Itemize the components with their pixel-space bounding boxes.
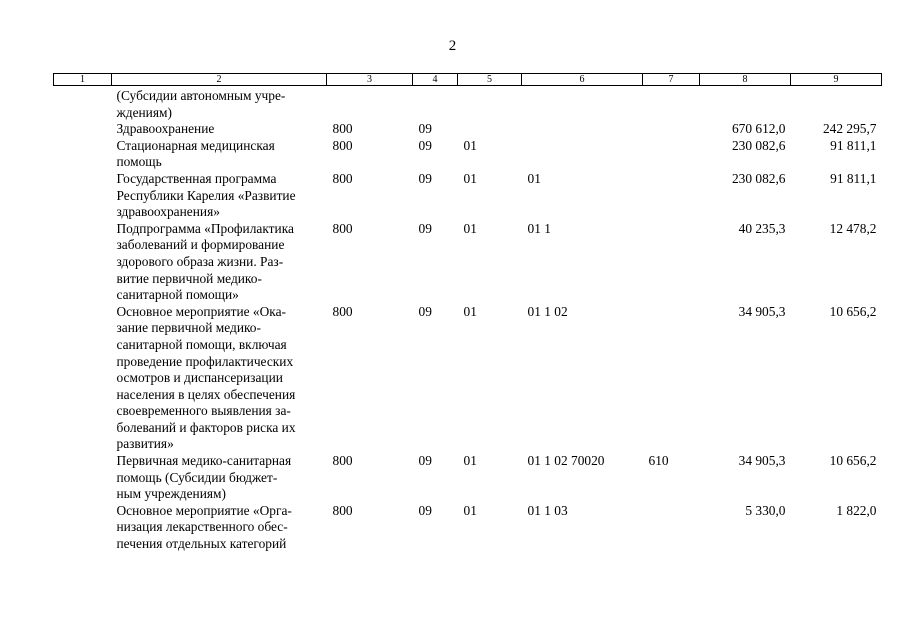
target-article-cell: 01 1 02: [527, 303, 568, 319]
target-article-cell: [522, 121, 643, 138]
subsection-cell: 01: [463, 453, 477, 469]
amount-cell: [700, 86, 791, 122]
row-number-cell: [54, 221, 112, 304]
amount-cell: 12 478,2: [829, 220, 877, 236]
column-header: 6: [522, 74, 643, 86]
target-article-cell: 01: [527, 170, 541, 186]
item-name-cell: Здравоохранение: [116, 121, 215, 137]
table-row: [54, 86, 882, 122]
amount-cell: 10 656,2: [829, 453, 877, 469]
code-cell: 800: [332, 220, 353, 236]
code-cell: 800: [332, 121, 353, 137]
column-header: 1: [54, 74, 112, 86]
amount-cell: 40 235,3: [738, 220, 786, 236]
table-row: [54, 138, 882, 171]
page-number: 2: [448, 38, 457, 54]
target-article-cell: [522, 138, 643, 171]
row-number-cell: [54, 304, 112, 453]
amount-cell: 91 811,1: [830, 170, 877, 186]
expense-type-cell: 610: [648, 453, 669, 469]
subsection-cell: 01: [463, 220, 477, 236]
expense-type-cell: [643, 221, 700, 304]
amount-cell: [791, 86, 882, 122]
table-body: [54, 86, 882, 553]
table-row: [54, 304, 882, 453]
code-cell: 800: [332, 303, 353, 319]
table-row: [54, 503, 882, 553]
amount-cell: 34 905,3: [738, 453, 786, 469]
section-cell: 09: [418, 220, 432, 236]
subsection-cell: 01: [463, 303, 477, 319]
target-article-cell: 01 1 03: [527, 502, 568, 518]
item-name-cell: (Субсидии автономным учре- ждениям): [116, 88, 286, 120]
item-name-cell: Подпрограмма «Профилактика заболеваний и формирование здорового образа жизни. Раз- витие первичной медико- санитарной помощи»: [116, 220, 294, 303]
expense-type-cell: [643, 121, 700, 138]
subsection-cell: [458, 86, 522, 122]
expense-type-cell: [643, 304, 700, 453]
amount-cell: 5 330,0: [745, 502, 786, 518]
code-cell: 800: [332, 170, 353, 186]
amount-cell: 34 905,3: [738, 303, 786, 319]
subsection-cell: 01: [463, 502, 477, 518]
row-number-cell: [54, 171, 112, 221]
table-row: [54, 171, 882, 221]
column-header: 3: [327, 74, 413, 86]
column-header: 7: [643, 74, 700, 86]
expense-type-cell: [643, 138, 700, 171]
section-cell: 09: [418, 502, 432, 518]
budget-table: [53, 73, 882, 553]
subsection-cell: 01: [463, 137, 477, 153]
code-cell: [327, 86, 413, 122]
item-name-cell: Основное мероприятие «Ока- зание первичной медико- санитарной помощи, включая проведение профилактических осмотров и диспансеризации населения в целях обеспечения своевременного выявления за- болеваний и факторов риска их развития»: [116, 303, 296, 452]
amount-cell: 242 295,7: [822, 121, 877, 137]
expense-type-cell: [643, 503, 700, 553]
amount-cell: 10 656,2: [829, 303, 877, 319]
code-cell: 800: [332, 453, 353, 469]
amount-cell: 91 811,1: [830, 137, 877, 153]
section-cell: 09: [418, 170, 432, 186]
column-header: 4: [413, 74, 458, 86]
item-name-cell: Стационарная медицинская помощь: [116, 137, 275, 170]
table-row: [54, 121, 882, 138]
row-number-cell: [54, 503, 112, 553]
item-name-cell: Государственная программа Республики Карелия «Развитие здравоохранения»: [116, 170, 296, 220]
expense-type-cell: [643, 171, 700, 221]
section-cell: [413, 86, 458, 122]
subsection-cell: 01: [463, 170, 477, 186]
target-article-cell: 01 1 02 70020: [527, 453, 605, 469]
amount-cell: 1 822,0: [836, 502, 877, 518]
expense-type-cell: [643, 86, 700, 122]
section-cell: 09: [418, 137, 432, 153]
section-cell: 09: [418, 303, 432, 319]
section-cell: 09: [418, 121, 432, 137]
table-row: [54, 221, 882, 304]
target-article-cell: 01 1: [527, 220, 551, 236]
row-number-cell: [54, 453, 112, 503]
amount-cell: 230 082,6: [731, 170, 786, 186]
column-header: 5: [458, 74, 522, 86]
row-number-cell: [54, 121, 112, 138]
amount-cell: 230 082,6: [731, 137, 786, 153]
subsection-cell: [458, 121, 522, 138]
column-header: 2: [112, 74, 327, 86]
code-cell: 800: [332, 502, 353, 518]
item-name-cell: Первичная медико-санитарная помощь (Субсидии бюджет- ным учреждениям): [116, 453, 292, 502]
table-row: [54, 453, 882, 503]
item-name-cell: Основное мероприятие «Орга- низация лекарственного обес- печения отдельных категорий: [116, 502, 292, 552]
column-number-row: [54, 74, 882, 86]
row-number-cell: [54, 138, 112, 171]
section-cell: 09: [418, 453, 432, 469]
target-article-cell: [522, 86, 643, 122]
row-number-cell: [54, 86, 112, 122]
code-cell: 800: [332, 137, 353, 153]
column-header: 8: [700, 74, 791, 86]
amount-cell: 670 612,0: [731, 121, 786, 137]
column-header: 9: [791, 74, 882, 86]
